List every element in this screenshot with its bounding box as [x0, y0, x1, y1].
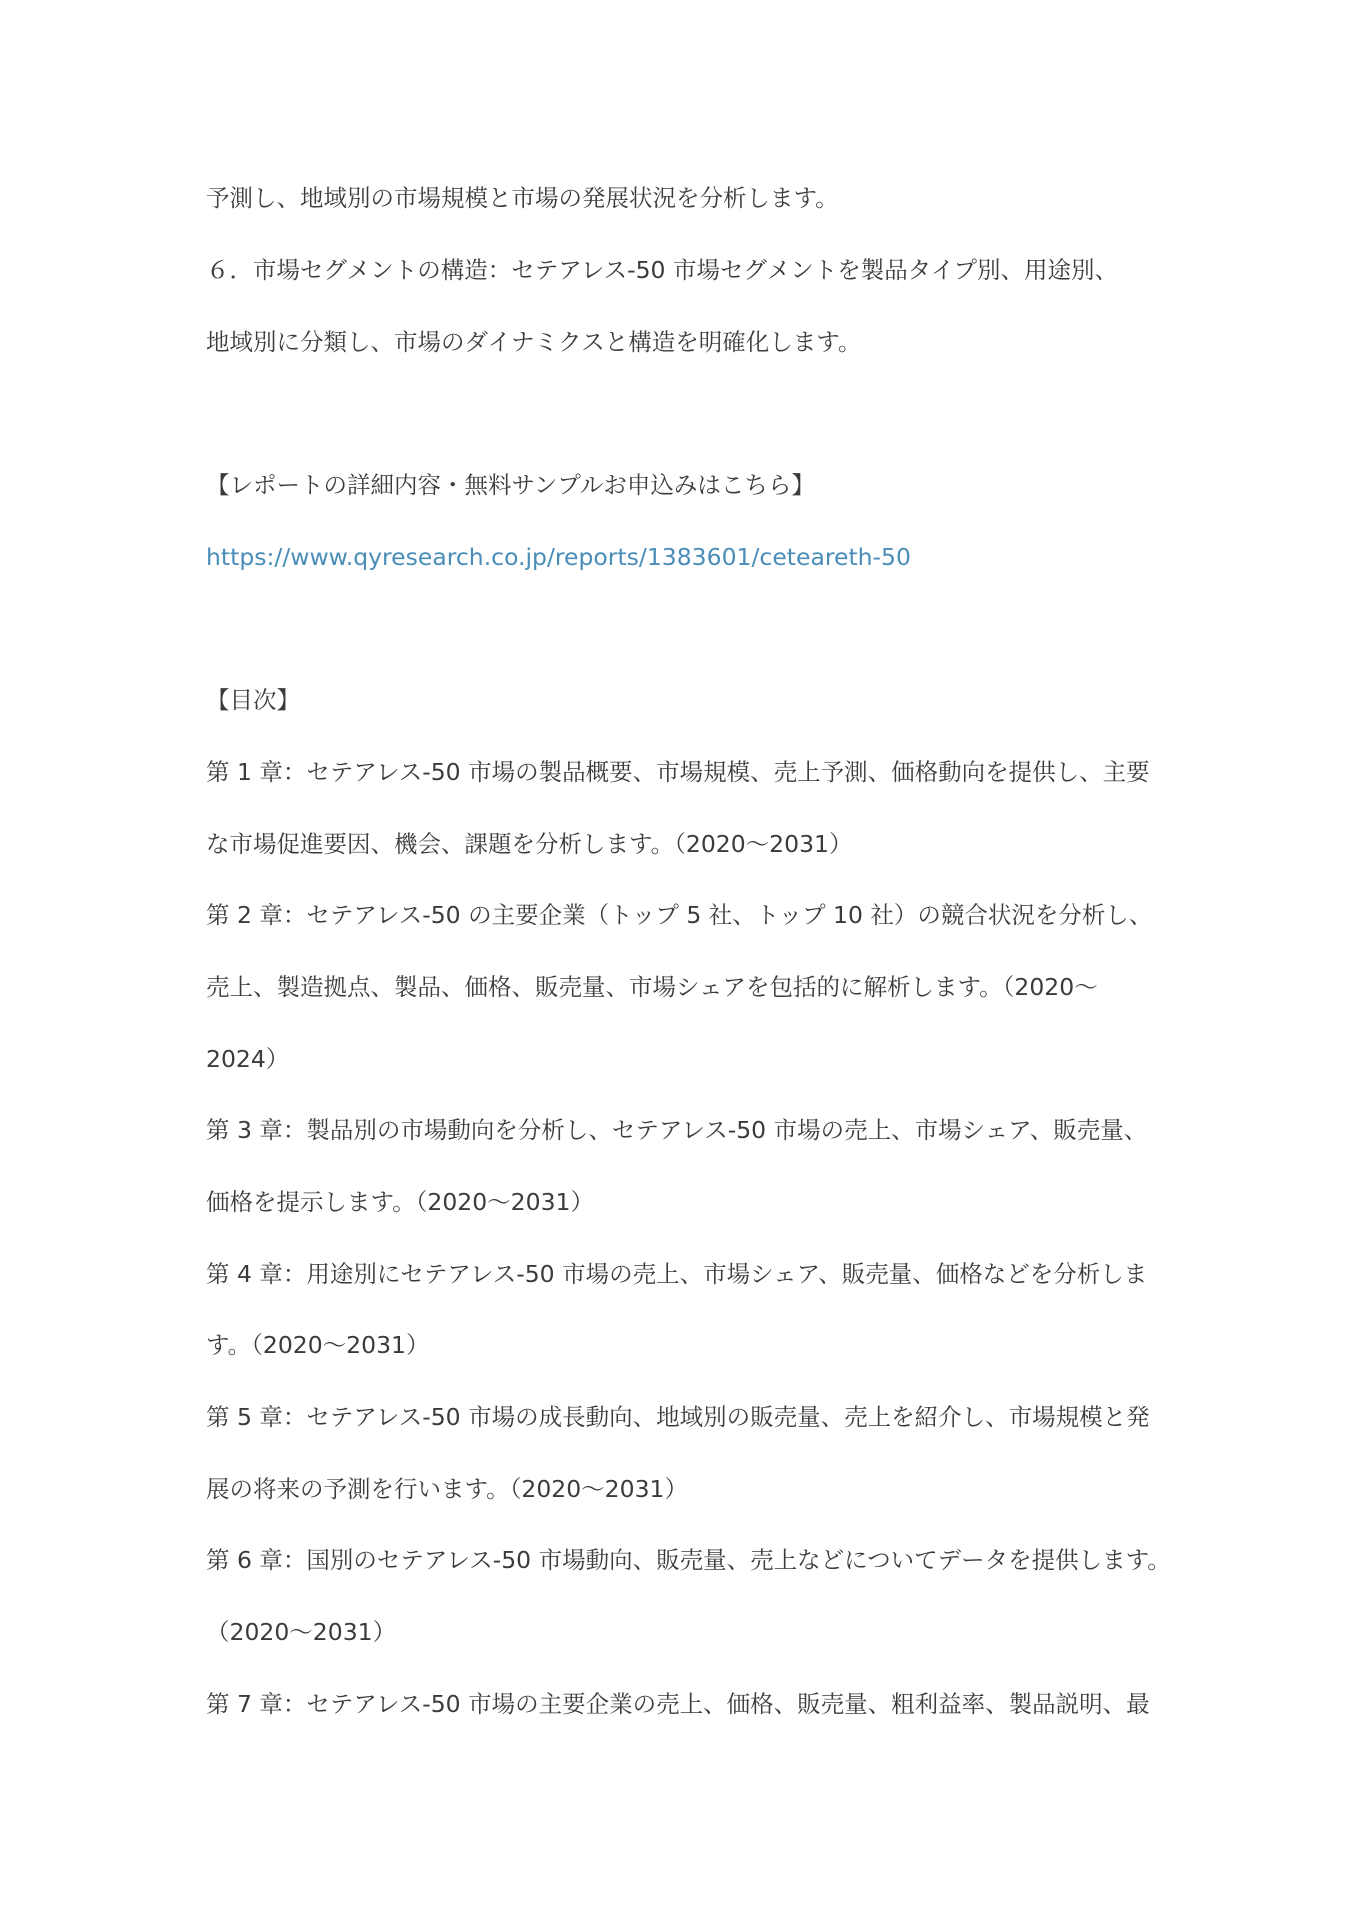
toc-line: 第 4 章：用途別にセテアレス-50 市場の売上、市場シェア、販売量、価格などを分析しま	[206, 1260, 1148, 1288]
toc-line: 第 7 章：セテアレス-50 市場の主要企業の売上、価格、販売量、粗利益率、製品説明、最	[206, 1690, 1150, 1718]
toc-line: 第 1 章：セテアレス-50 市場の製品概要、市場規模、売上予測、価格動向を提供し、主要	[206, 758, 1150, 786]
toc-line: す。（2020～2031）	[206, 1331, 430, 1359]
text-line: 予測し、地域別の市場規模と市場の発展状況を分析します。	[206, 184, 839, 212]
report-request-heading: 【レポートの詳細内容・無料サンプルお申込みはこちら】	[206, 471, 815, 499]
toc-line: 売上、製造拠点、製品、価格、販売量、市場シェアを包括的に解析します。（2020～	[206, 973, 1098, 1001]
toc-line: な市場促進要因、機会、課題を分析します。（2020～2031）	[206, 830, 853, 858]
report-link[interactable]: https://www.qyresearch.co.jp/reports/1383601/ceteareth-50	[206, 543, 911, 571]
toc-line: （2020～2031）	[206, 1618, 397, 1646]
toc-line: 第 5 章：セテアレス-50 市場の成長動向、地域別の販売量、売上を紹介し、市場規模と発	[206, 1403, 1150, 1431]
toc-line: 2024）	[206, 1045, 290, 1073]
toc-line: 価格を提示します。（2020～2031）	[206, 1188, 594, 1216]
toc-line: 第 3 章：製品別の市場動向を分析し、セテアレス-50 市場の売上、市場シェア、販売量、	[206, 1116, 1148, 1144]
text-line: ６．市場セグメントの構造：セテアレス-50 市場セグメントを製品タイプ別、用途別、	[206, 256, 1119, 284]
toc-line: 展の将来の予測を行います。（2020～2031）	[206, 1475, 688, 1503]
toc-heading: 【目次】	[206, 686, 300, 714]
toc-line: 第 2 章：セテアレス-50 の主要企業（トップ 5 社、トップ 10 社）の競合状況を分析し、	[206, 901, 1153, 929]
text-line: 地域別に分類し、市場のダイナミクスと構造を明確化します。	[206, 328, 862, 356]
toc-line: 第 6 章：国別のセテアレス-50 市場動向、販売量、売上などについてデータを提供します。	[206, 1546, 1171, 1574]
